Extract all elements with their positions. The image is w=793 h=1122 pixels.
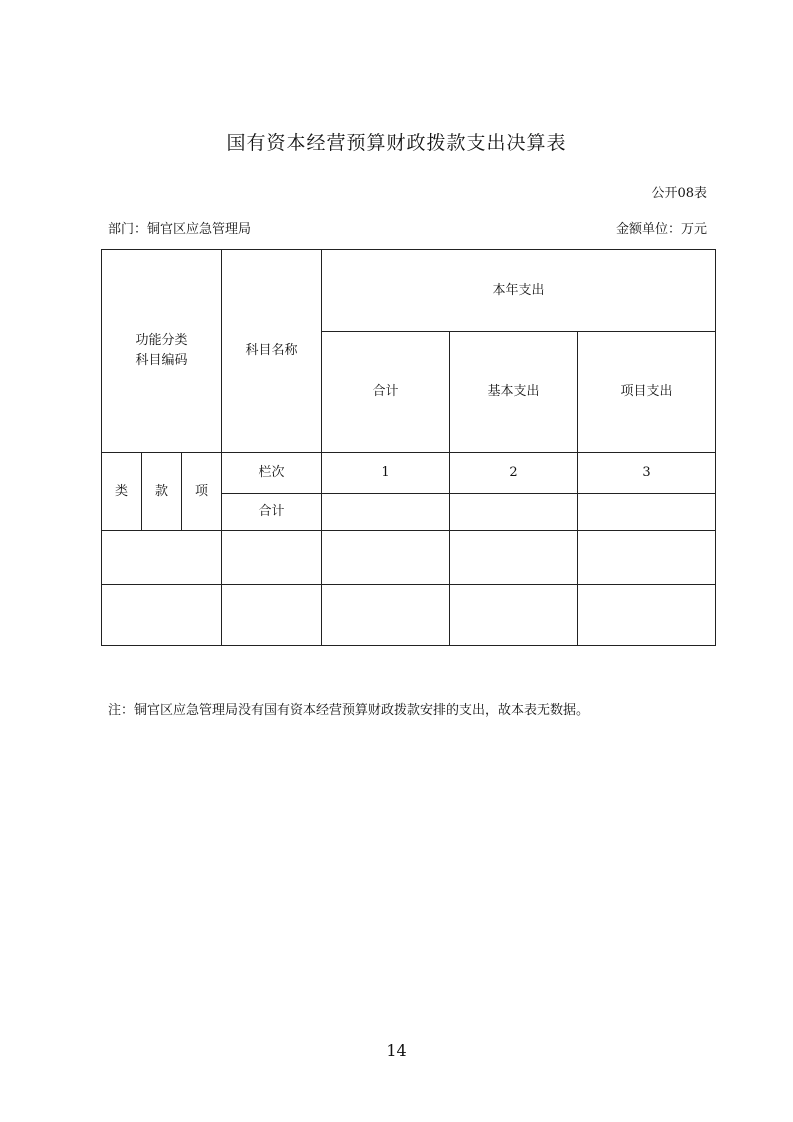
amount-unit-label: 金额单位：万元 [615, 222, 707, 237]
department-label: 部门：铜官区应急管理局 [108, 222, 252, 237]
column-number-1: 1 [322, 453, 450, 494]
project-expense-header: 项目支出 [578, 332, 716, 453]
empty-subject-cell [222, 585, 322, 646]
empty-total-cell [322, 531, 450, 585]
column-order-row [102, 453, 716, 494]
sum-basic-cell [450, 494, 578, 531]
sum-project-cell [578, 494, 716, 531]
empty-basic-cell [450, 531, 578, 585]
expense-table [101, 249, 716, 646]
empty-project-cell [578, 585, 716, 646]
table-row [102, 531, 716, 585]
kuan-header: 款 [142, 453, 182, 531]
sum-total-cell [322, 494, 450, 531]
header-row-1 [102, 250, 716, 332]
func-code-header-cell [102, 250, 222, 453]
column-number-3: 3 [578, 453, 716, 494]
page-number: 14 [386, 1041, 407, 1060]
empty-code-cell [102, 531, 222, 585]
document-title: 国有资本经营预算财政拨款支出决算表 [226, 132, 567, 154]
column-number-2: 2 [450, 453, 578, 494]
footnote: 注：铜官区应急管理局没有国有资本经营预算财政拨款安排的支出，故本表无数据。 [108, 703, 590, 718]
empty-basic-cell [450, 585, 578, 646]
sum-row-label: 合计 [222, 494, 322, 531]
subject-name-header: 科目名称 [222, 250, 322, 453]
xiang-header: 项 [182, 453, 222, 531]
empty-total-cell [322, 585, 450, 646]
empty-code-cell [102, 585, 222, 646]
empty-subject-cell [222, 531, 322, 585]
form-number: 公开08表 [651, 186, 707, 201]
current-year-expense-header: 本年支出 [322, 250, 716, 332]
lei-header: 类 [102, 453, 142, 531]
func-code-header-line1: 功能分类 [135, 333, 188, 348]
basic-expense-header: 基本支出 [450, 332, 578, 453]
total-header: 合计 [322, 332, 450, 453]
empty-project-cell [578, 531, 716, 585]
column-order-label: 栏次 [222, 453, 322, 494]
func-code-header-line2: 科目编码 [135, 353, 188, 368]
table-row [102, 585, 716, 646]
